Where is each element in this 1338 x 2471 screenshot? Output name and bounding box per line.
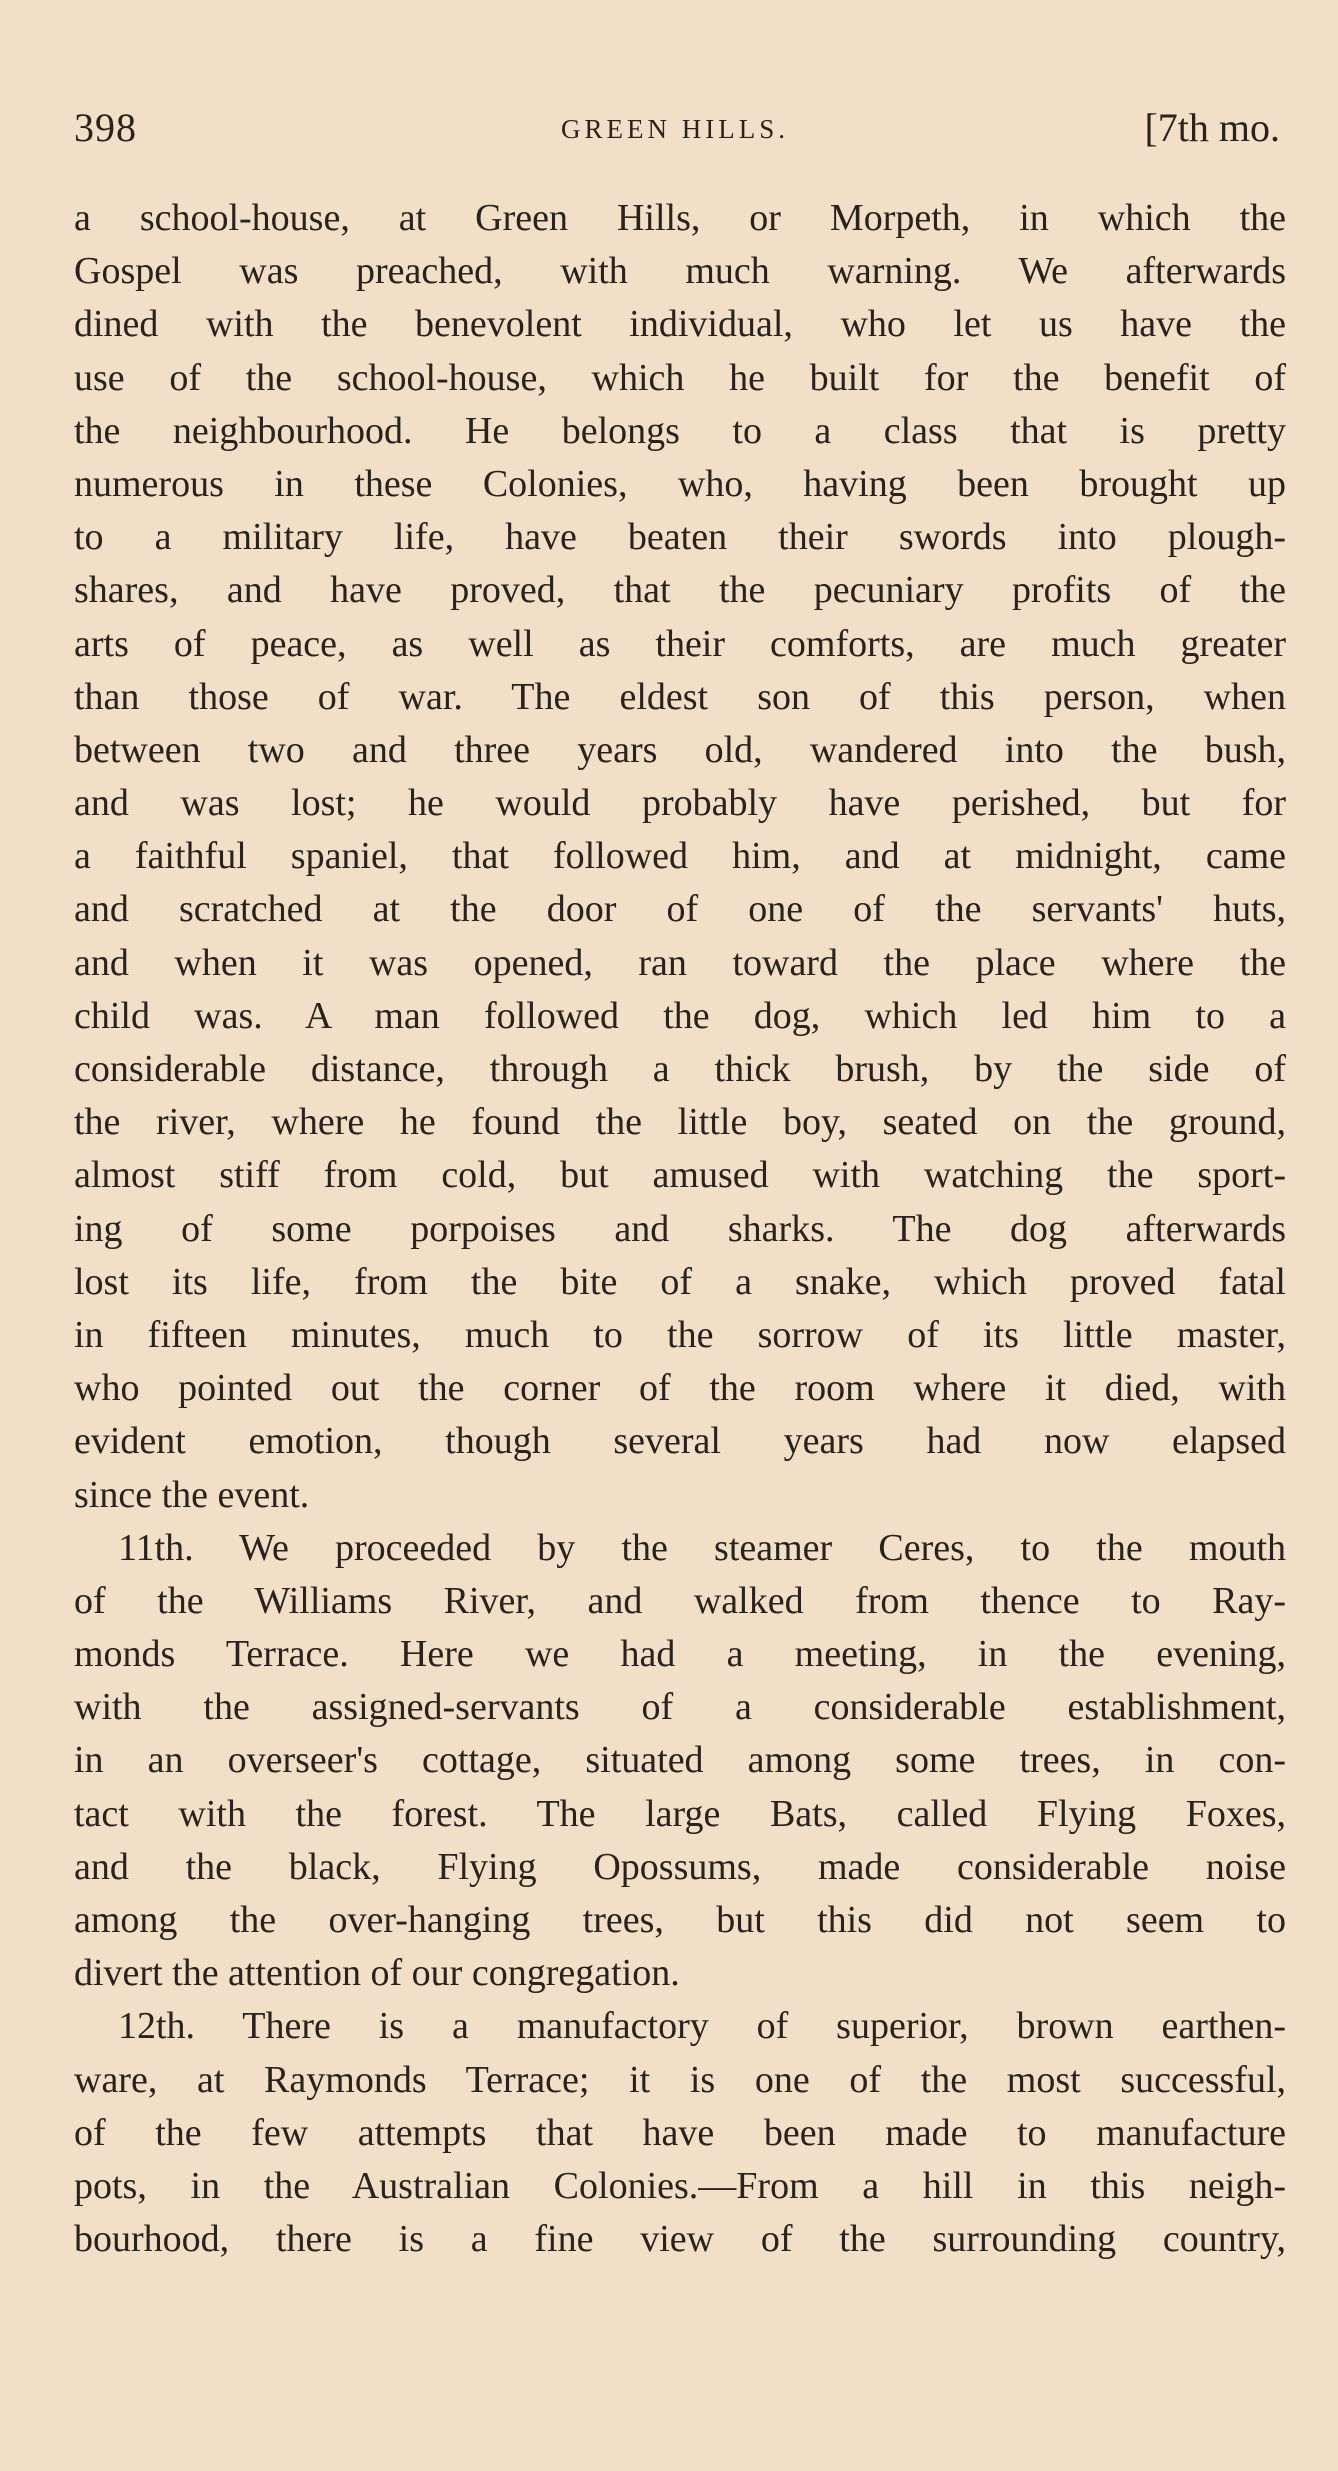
- text-line: in fifteen minutes, much to the sorrow of its little master,: [74, 1313, 1286, 1356]
- text-line: in an overseer's cottage, situated among some trees, in con-: [74, 1739, 1286, 1782]
- text-line: a faithful spaniel, that followed him, and at midnight, came: [74, 835, 1286, 878]
- text-line: the neighbourhood. He belongs to a class that is pretty: [74, 409, 1286, 452]
- text-line: among the over-hanging trees, but this did not seem to: [74, 1899, 1286, 1941]
- text-line: arts of peace, as well as their comforts, are much greater: [74, 622, 1286, 665]
- text-line: of the few attempts that have been made to manufacture: [74, 2111, 1286, 2154]
- text-line: with the assigned-servants of a considerable establishment,: [74, 1686, 1286, 1729]
- text-line: considerable distance, through a thick brush, by the side of: [74, 1048, 1286, 1090]
- text-line: and was lost; he would probably have perished, but for: [74, 782, 1286, 825]
- text-line: and when it was opened, ran toward the place where the: [74, 941, 1286, 984]
- text-line: numerous in these Colonies, who, having been brought up: [74, 462, 1286, 505]
- running-title: GREEN HILLS.: [561, 114, 789, 144]
- text-line: the river, where he found the little boy, seated on the ground,: [74, 1101, 1286, 1144]
- text-line: 11th. We proceeded by the steamer Ceres, to the mouth: [118, 1526, 1286, 1569]
- text-line: Gospel was preached, with much warning. We afterwards: [74, 250, 1286, 293]
- text-line: 12th. There is a manufactory of superior, brown earthen-: [118, 2005, 1286, 2048]
- text-line: and the black, Flying Opossums, made considerable noise: [74, 1845, 1286, 1888]
- text-line: pots, in the Australian Colonies.—From a hill in this neigh-: [74, 2164, 1286, 2207]
- text-line: to a military life, have beaten their swords into plough-: [74, 516, 1286, 559]
- text-line: ing of some porpoises and sharks. The dog afterwards: [74, 1207, 1286, 1250]
- text-line: who pointed out the corner of the room where it died, with: [74, 1367, 1286, 1410]
- text-line: than those of war. The eldest son of this person, when: [74, 675, 1286, 718]
- body-text: [74, 192, 1286, 2266]
- text-line: of the Williams River, and walked from thence to Ray-: [74, 1579, 1286, 1622]
- running-head: [70, 96, 1280, 156]
- text-line: lost its life, from the bite of a snake, which proved fatal: [74, 1260, 1286, 1303]
- text-line: almost stiff from cold, but amused with watching the sport-: [74, 1154, 1286, 1197]
- text-line: shares, and have proved, that the pecuniary profits of the: [74, 569, 1286, 612]
- text-line: child was. A man followed the dog, which led him to a: [74, 994, 1286, 1037]
- running-date: [7th mo.: [1144, 105, 1280, 150]
- text-line: dined with the benevolent individual, who let us have the: [74, 303, 1286, 346]
- text-line: and scratched at the door of one of the servants' huts,: [74, 888, 1286, 931]
- text-line: use of the school-house, which he built for the benefit of: [74, 356, 1286, 399]
- text-line: tact with the forest. The large Bats, called Flying Foxes,: [74, 1792, 1286, 1835]
- page-number: 398: [74, 105, 137, 150]
- text-line: between two and three years old, wandered into the bush,: [74, 728, 1286, 771]
- text-line: ware, at Raymonds Terrace; it is one of the most successful,: [74, 2058, 1286, 2101]
- text-line: since the event.: [74, 1473, 310, 1516]
- text-line: divert the attention of our congregation.: [74, 1952, 680, 1995]
- text-line: a school-house, at Green Hills, or Morpeth, in which the: [74, 197, 1286, 239]
- text-line: evident emotion, though several years had now elapsed: [74, 1420, 1286, 1463]
- text-line: monds Terrace. Here we had a meeting, in the evening,: [74, 1633, 1286, 1676]
- text-line: bourhood, there is a fine view of the surrounding country,: [74, 2218, 1286, 2261]
